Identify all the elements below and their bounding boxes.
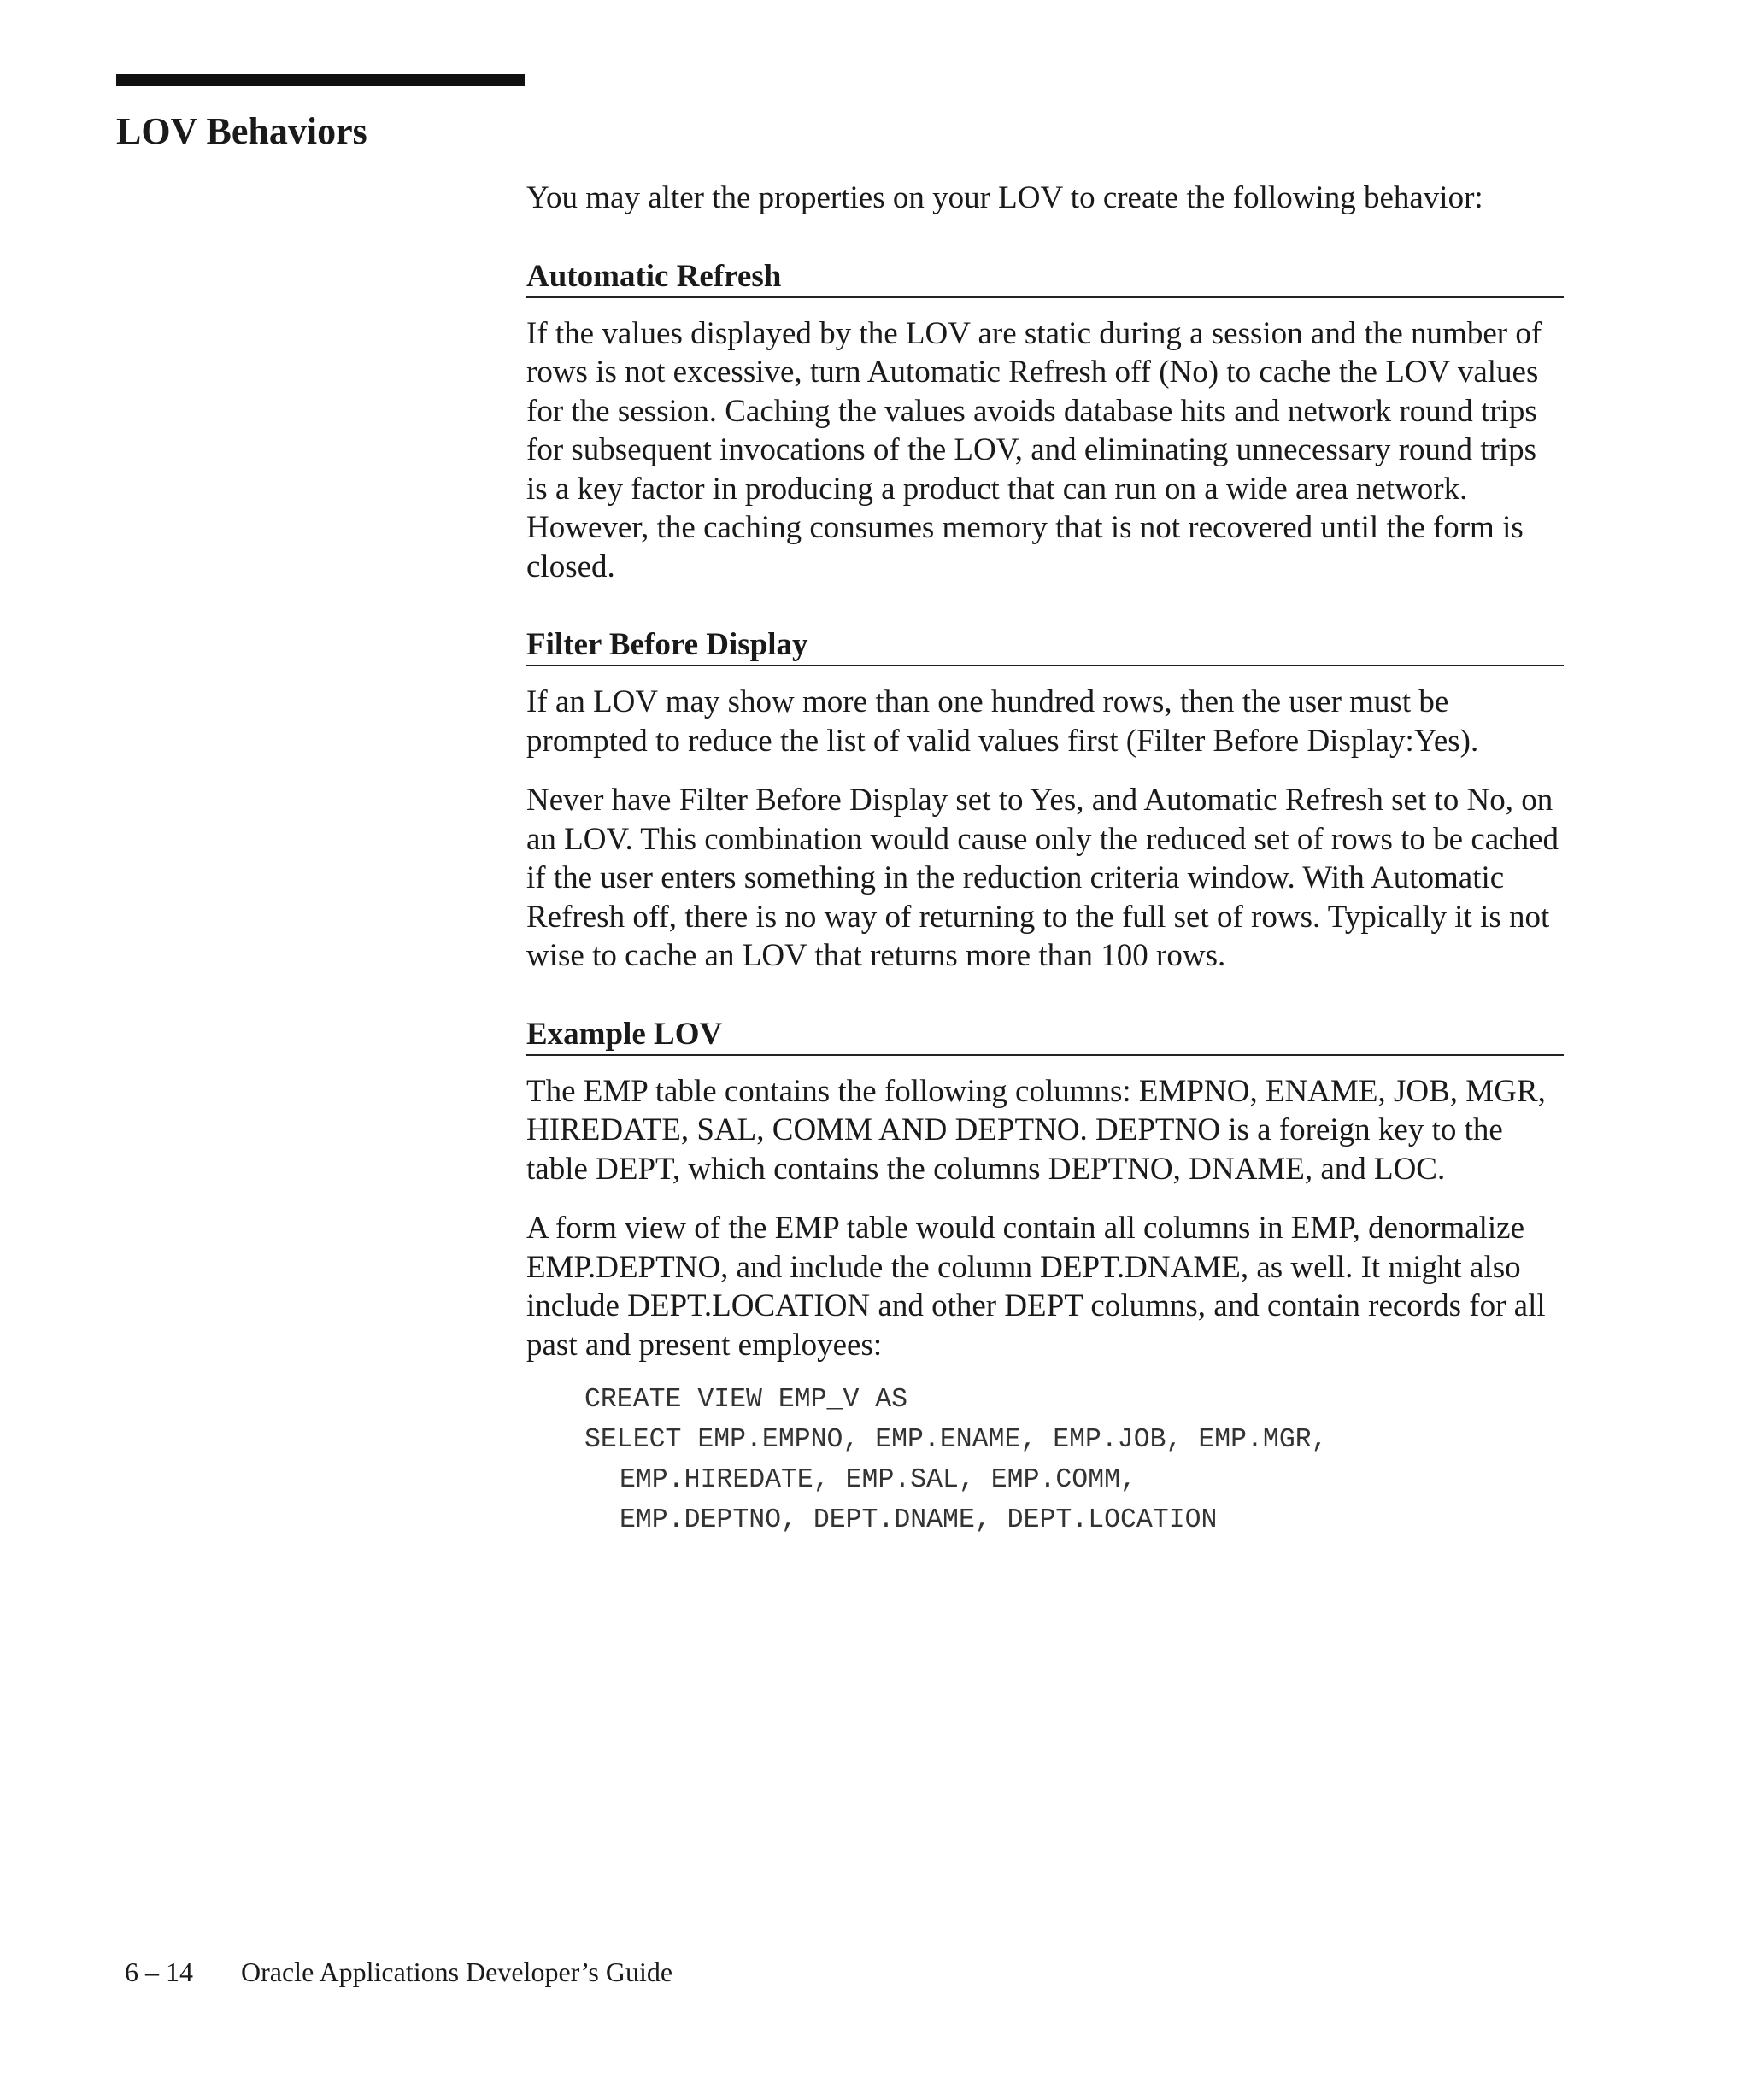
subheading-automatic-refresh: Automatic Refresh (526, 257, 1564, 298)
code-line: EMP.HIREDATE, EMP.SAL, EMP.COMM, (620, 1465, 1136, 1495)
example-lov-paragraph-2: A form view of the EMP table would contain all columns in EMP, denormalize EMP.DEPTNO, and include the column DEPT.DNAME, as well. It might also include DEPT.LOCATION and other DEPT columns, and contain records for all past and present employees: (526, 1211, 1546, 1363)
code-line: SELECT EMP.EMPNO, EMP.ENAME, EMP.JOB, EMP.MGR, (584, 1425, 1328, 1455)
section-content (526, 179, 1564, 1540)
page-footer (125, 1955, 672, 1989)
section-title: LOV Behaviors (116, 110, 367, 152)
subheading-filter-before-display: Filter Before Display (526, 625, 1564, 666)
sql-code-block (584, 1380, 1564, 1540)
section-top-rule (116, 74, 525, 86)
page-number: 6 – 14 (125, 1956, 193, 1987)
code-line: CREATE VIEW EMP_V AS (584, 1385, 908, 1415)
filter-before-display-paragraph-1: If an LOV may show more than one hundred rows, then the user must be prompted to reduce the list of valid values first (Filter Before Display:Yes). (526, 684, 1479, 759)
intro-paragraph: You may alter the properties on your LOV to create the following behavior: (526, 180, 1483, 215)
subheading-example-lov: Example LOV (526, 1015, 1564, 1056)
code-line: EMP.DEPTNO, DEPT.DNAME, DEPT.LOCATION (620, 1505, 1218, 1535)
filter-before-display-paragraph-2: Never have Filter Before Display set to Yes, and Automatic Refresh set to No, on an LOV. This combination would cause only the reduced set of rows to be cached if the user enters something in the reduction criteria window. With Automatic Refresh off, there is no way of returning to the full set of rows. Typically it is not wise to cache an LOV that returns more than 100 rows. (526, 783, 1559, 973)
example-lov-paragraph-1: The EMP table contains the following columns: EMPNO, ENAME, JOB, MGR, HIREDATE, SAL, COMM AND DEPTNO. DEPTNO is a foreign key to the table DEPT, which contains the columns DEPTNO, DNAME, and LOC. (526, 1073, 1546, 1187)
automatic-refresh-paragraph: If the values displayed by the LOV are static during a session and the number of rows is not excessive, turn Automatic Refresh off (No) to cache the LOV values for the session. Caching the values avoids database hits and network round trips for subsequent invocations of the LOV, and eliminating unnecessary round trips is a key factor in producing a product that can run on a wide area network. However, the caching consumes memory that is not recovered until the form is closed. (526, 315, 1542, 584)
book-title: Oracle Applications Developer’s Guide (241, 1956, 673, 1987)
